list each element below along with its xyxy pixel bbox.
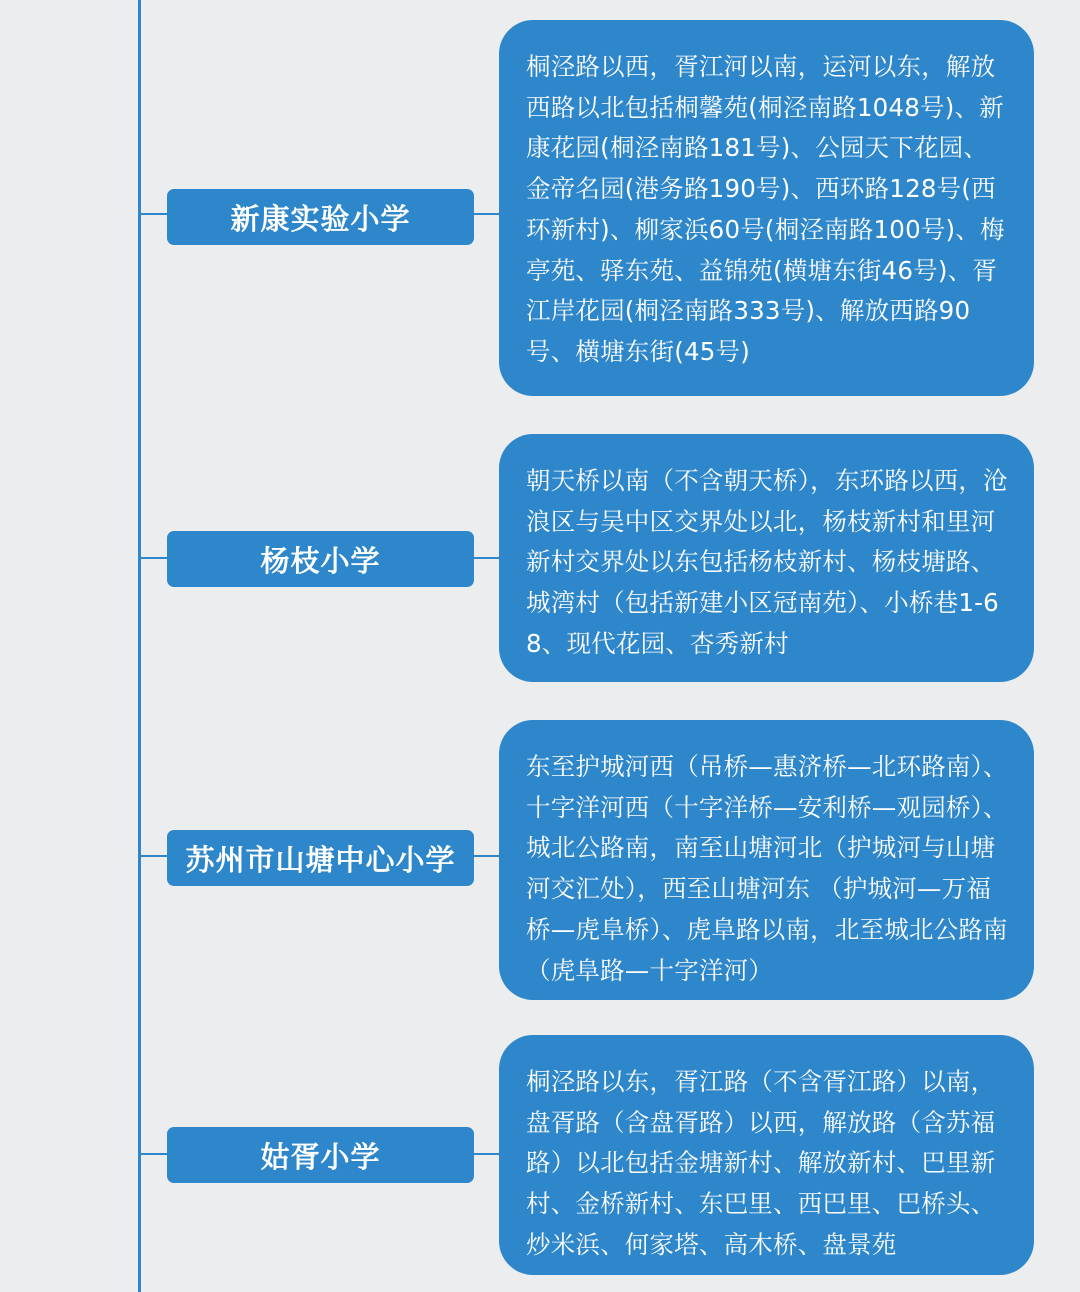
- school-name-box: 苏州市山塘中心小学: [167, 830, 474, 886]
- district-area-box: 桐泾路以西，胥江河以南，运河以东，解放西路以北包括桐馨苑(桐泾南路1048号)、新康花园(桐泾南路181号)、公园天下花园、金帝名园(港务路190号)、西环路128号(西环新村)、柳家浜60号(桐泾南路100号)、梅亭苑、驿东苑、益锦苑(横塘东街46号)、胥江岸花园(桐泾南路333号)、解放西路90号、横塘东街(45号): [499, 20, 1034, 396]
- connector-line: [474, 557, 500, 559]
- district-area-box: 桐泾路以东，胥江路（不含胥江路）以南，盘胥路（含盘胥路）以西，解放路（含苏福路）以北包括金塘新村、解放新村、巴里新村、金桥新村、东巴里、西巴里、巴桥头、炒米浜、何家塔、高木桥、盘景苑: [499, 1035, 1034, 1275]
- vertical-spine-line: [138, 0, 141, 1292]
- connector-line: [474, 855, 500, 857]
- school-name-box: 杨枝小学: [167, 531, 474, 587]
- branch-line: [140, 557, 168, 559]
- branch-line: [140, 213, 168, 215]
- connector-line: [474, 1153, 500, 1155]
- school-name-box: 姑胥小学: [167, 1127, 474, 1183]
- district-area-box: 朝天桥以南（不含朝天桥），东环路以西，沧浪区与吴中区交界处以北，杨枝新村和里河新村交界处以东包括杨枝新村、杨枝塘路、城湾村（包括新建小区冠南苑）、小桥巷1-68、现代花园、杏秀新村: [499, 434, 1034, 682]
- connector-line: [474, 213, 500, 215]
- branch-line: [140, 1153, 168, 1155]
- school-name-box: 新康实验小学: [167, 189, 474, 245]
- branch-line: [140, 855, 168, 857]
- district-area-box: 东至护城河西（吊桥—惠济桥—北环路南）、十字洋河西（十字洋桥—安利桥—观园桥）、城北公路南，南至山塘河北（护城河与山塘河交汇处），西至山塘河东 （护城河—万福桥—虎阜桥）、虎阜路以南，北至城北公路南（虎阜路—十字洋河）: [499, 720, 1034, 1000]
